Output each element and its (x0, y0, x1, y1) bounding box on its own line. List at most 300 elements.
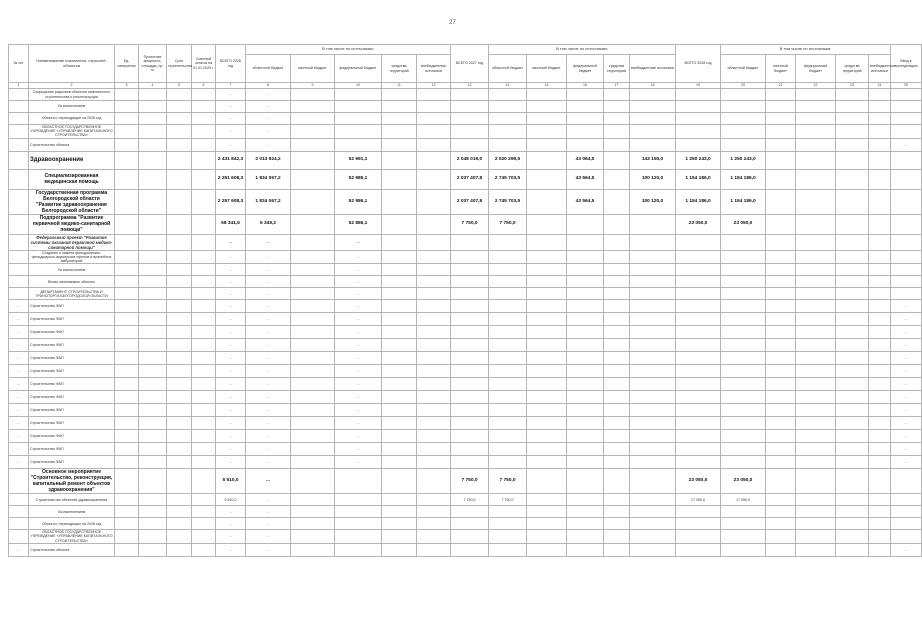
empty-cell (527, 214, 567, 234)
value-cell (567, 234, 604, 250)
row-number-cell (9, 169, 29, 189)
empty-cell (869, 169, 891, 189)
value-cell (721, 430, 766, 443)
row-name-cell: Строительство ФАП (29, 326, 115, 339)
value-cell (451, 326, 489, 339)
value-cell (451, 264, 489, 276)
value-cell (489, 404, 527, 417)
empty-cell (382, 151, 417, 169)
table-row (9, 169, 922, 189)
empty-cell (766, 264, 796, 276)
empty-cell (796, 189, 836, 214)
value-cell: 23 050,0 (676, 469, 721, 494)
value-cell (721, 443, 766, 456)
empty-cell (869, 234, 891, 250)
value-cell (721, 288, 766, 300)
value-cell (489, 138, 527, 151)
row-number-cell: … (9, 300, 29, 313)
value-cell (676, 125, 721, 139)
empty-cell (869, 214, 891, 234)
empty-cell (382, 234, 417, 250)
empty-cell (139, 391, 167, 404)
row-name-cell: Строительство объекта (29, 138, 115, 151)
empty-cell (604, 378, 630, 391)
empty-cell (527, 339, 567, 352)
empty-cell (869, 125, 891, 139)
value-cell: … (216, 313, 246, 326)
value-cell (567, 89, 604, 101)
value-cell (630, 443, 676, 456)
empty-cell (766, 113, 796, 125)
value-cell (891, 214, 922, 234)
value-cell (489, 352, 527, 365)
value-cell (567, 264, 604, 276)
empty-cell (836, 189, 869, 214)
empty-cell (836, 543, 869, 556)
empty-cell (417, 113, 451, 125)
empty-cell (836, 89, 869, 101)
row-name-cell: За исключением (29, 264, 115, 276)
empty-cell (766, 430, 796, 443)
value-cell: … (246, 391, 291, 404)
value-cell (567, 417, 604, 430)
value-cell: … (246, 300, 291, 313)
value-cell: … (246, 404, 291, 417)
header-offbudget-2028: внебюджетные источники (869, 55, 891, 83)
value-cell (630, 101, 676, 113)
value-cell: 7 750,0 (489, 469, 527, 494)
empty-cell (167, 250, 192, 264)
empty-cell (115, 151, 139, 169)
value-cell (451, 430, 489, 443)
row-number-cell (9, 101, 29, 113)
value-cell (630, 430, 676, 443)
empty-cell (836, 443, 869, 456)
table-row (9, 313, 922, 326)
empty-cell (527, 518, 567, 530)
empty-cell (192, 339, 216, 352)
value-cell: … (246, 125, 291, 139)
value-cell: 2 020 299,5 (489, 151, 527, 169)
empty-cell (796, 300, 836, 313)
value-cell (676, 250, 721, 264)
empty-cell (527, 430, 567, 443)
empty-cell (836, 326, 869, 339)
row-name-cell: Строительство ФАП (29, 417, 115, 430)
value-cell (335, 543, 382, 556)
value-cell (567, 506, 604, 518)
empty-cell (604, 518, 630, 530)
empty-cell (417, 543, 451, 556)
empty-cell (796, 169, 836, 189)
row-number-cell (9, 214, 29, 234)
row-name-cell: Строительство ФАП (29, 456, 115, 469)
value-cell (721, 456, 766, 469)
table-row (9, 276, 922, 288)
value-cell (721, 339, 766, 352)
empty-cell (869, 113, 891, 125)
row-name-cell: Подпрограмма "Развитие первичной медико-санитарной помощи" (29, 214, 115, 234)
table-row (9, 518, 922, 530)
empty-cell (291, 300, 335, 313)
empty-cell (382, 113, 417, 125)
empty-cell (604, 288, 630, 300)
empty-cell (766, 469, 796, 494)
value-cell: … (335, 313, 382, 326)
empty-cell (766, 169, 796, 189)
empty-cell (417, 365, 451, 378)
empty-cell (167, 138, 192, 151)
empty-cell (139, 101, 167, 113)
empty-cell (417, 313, 451, 326)
table-row (9, 352, 922, 365)
value-cell (451, 352, 489, 365)
value-cell (335, 138, 382, 151)
investment-table (8, 44, 922, 557)
value-cell: … (216, 543, 246, 556)
empty-cell (796, 113, 836, 125)
header-col-duration: Срок строительства (167, 45, 192, 83)
value-cell (567, 276, 604, 288)
empty-cell (836, 530, 869, 544)
empty-cell (527, 313, 567, 326)
row-name-cell: ОБЛАСТНОЕ ГОСУДАРСТВЕННОЕ УЧРЕЖДЕНИЕ «УПРАВЛЕНИЕ КАПИТАЛЬНОГО СТРОИТЕЛЬСТВА» (30, 125, 113, 138)
header-offbudget-2026: внебюджетные источники (417, 55, 451, 83)
value-cell (567, 530, 604, 544)
empty-cell (796, 138, 836, 151)
value-cell: 2 257 608,3 (216, 189, 246, 214)
table-row (9, 404, 922, 417)
column-number-cell: 2 (29, 83, 115, 89)
empty-cell (796, 250, 836, 264)
value-cell (891, 234, 922, 250)
value-cell (891, 151, 922, 169)
value-cell (676, 352, 721, 365)
column-number-cell: 9 (291, 83, 335, 89)
value-cell (567, 214, 604, 234)
empty-cell (192, 250, 216, 264)
value-cell (721, 543, 766, 556)
row-name-cell: ОБЛАСТНОЕ ГОСУДАРСТВЕННОЕ УЧРЕЖДЕНИЕ «УПРАВЛЕНИЕ КАПИТАЛЬНОГО СТРОИТЕЛЬСТВА» (30, 530, 113, 543)
empty-cell (869, 264, 891, 276)
value-cell: 1 154 186,0 (676, 189, 721, 214)
empty-cell (291, 288, 335, 300)
page-number: 27 (449, 20, 456, 26)
empty-cell (604, 365, 630, 378)
empty-cell (604, 234, 630, 250)
empty-cell (382, 352, 417, 365)
value-cell (567, 113, 604, 125)
value-cell: 1 834 067,2 (246, 169, 291, 189)
empty-cell (291, 189, 335, 214)
empty-cell (796, 313, 836, 326)
value-cell (567, 430, 604, 443)
row-number-cell: … (9, 417, 29, 430)
value-cell: 23 050,0 (721, 214, 766, 234)
value-cell (451, 300, 489, 313)
empty-cell (796, 151, 836, 169)
empty-cell (527, 264, 567, 276)
column-number-cell: 4 (139, 83, 167, 89)
empty-cell (139, 300, 167, 313)
header-col-name: Наименование показателя, отраслей, объектов (29, 45, 115, 83)
empty-cell (604, 469, 630, 494)
value-cell: … (246, 417, 291, 430)
value-cell (721, 352, 766, 365)
value-cell: … (891, 443, 922, 456)
value-cell (451, 288, 489, 300)
row-name-cell: Строительство ФАП (29, 378, 115, 391)
value-cell: … (216, 138, 246, 151)
value-cell: … (246, 234, 291, 250)
empty-cell (796, 378, 836, 391)
empty-cell (796, 404, 836, 417)
value-cell (489, 288, 527, 300)
table-row (9, 378, 922, 391)
value-cell (489, 543, 527, 556)
value-cell (676, 339, 721, 352)
empty-cell (604, 494, 630, 506)
empty-cell (115, 89, 139, 101)
value-cell (891, 530, 922, 544)
row-number-cell: … (9, 443, 29, 456)
value-cell: … (335, 430, 382, 443)
value-cell (335, 101, 382, 113)
value-cell (721, 125, 766, 139)
value-cell (721, 113, 766, 125)
empty-cell (167, 530, 192, 544)
empty-cell (139, 138, 167, 151)
value-cell: … (891, 313, 922, 326)
value-cell (567, 469, 604, 494)
value-cell: 52 986,1 (335, 169, 382, 189)
empty-cell (527, 543, 567, 556)
value-cell (489, 264, 527, 276)
value-cell: … (216, 365, 246, 378)
value-cell: … (216, 113, 246, 125)
empty-cell (192, 352, 216, 365)
row-number-cell (9, 276, 29, 288)
value-cell (567, 101, 604, 113)
value-cell: … (216, 326, 246, 339)
value-cell: … (216, 443, 246, 456)
empty-cell (766, 443, 796, 456)
empty-cell (291, 89, 335, 101)
value-cell (676, 391, 721, 404)
empty-cell (836, 125, 869, 139)
row-number-cell: … (9, 352, 29, 365)
value-cell: … (246, 543, 291, 556)
value-cell (676, 113, 721, 125)
value-cell (630, 113, 676, 125)
empty-cell (139, 543, 167, 556)
empty-cell (527, 189, 567, 214)
table-row (9, 89, 922, 101)
value-cell (891, 101, 922, 113)
empty-cell (766, 101, 796, 113)
column-number-cell: 22 (796, 83, 836, 89)
empty-cell (115, 506, 139, 518)
value-cell (721, 404, 766, 417)
empty-cell (291, 313, 335, 326)
empty-cell (836, 469, 869, 494)
value-cell (567, 456, 604, 469)
empty-cell (291, 365, 335, 378)
empty-cell (527, 404, 567, 417)
value-cell (891, 469, 922, 494)
empty-cell (115, 543, 139, 556)
empty-cell (382, 300, 417, 313)
empty-cell (836, 518, 869, 530)
empty-cell (291, 264, 335, 276)
column-number-cell: 21 (766, 83, 796, 89)
empty-cell (417, 189, 451, 214)
value-cell (676, 404, 721, 417)
header-regional-2028: областной бюджет (721, 55, 766, 83)
empty-cell (192, 313, 216, 326)
table-row (9, 101, 922, 113)
value-cell (451, 313, 489, 326)
empty-cell (382, 339, 417, 352)
empty-cell (836, 339, 869, 352)
empty-cell (604, 443, 630, 456)
empty-cell (382, 456, 417, 469)
table-row (9, 339, 922, 352)
empty-cell (417, 469, 451, 494)
value-cell (451, 404, 489, 417)
empty-cell (527, 125, 567, 139)
value-cell: … (246, 264, 291, 276)
value-cell (630, 417, 676, 430)
empty-cell (291, 113, 335, 125)
empty-cell (527, 417, 567, 430)
value-cell (721, 391, 766, 404)
empty-cell (869, 352, 891, 365)
empty-cell (604, 169, 630, 189)
empty-cell (417, 443, 451, 456)
value-cell: 7 750,0 (489, 214, 527, 234)
empty-cell (527, 113, 567, 125)
empty-cell (291, 214, 335, 234)
value-cell (567, 378, 604, 391)
value-cell (567, 125, 604, 139)
empty-cell (766, 234, 796, 250)
row-number-cell (9, 125, 29, 139)
empty-cell (115, 404, 139, 417)
value-cell (676, 326, 721, 339)
value-cell (891, 494, 922, 506)
value-cell (567, 391, 604, 404)
empty-cell (836, 234, 869, 250)
value-cell: … (246, 469, 291, 494)
empty-cell (382, 443, 417, 456)
value-cell (676, 300, 721, 313)
empty-cell (527, 494, 567, 506)
empty-cell (115, 276, 139, 288)
empty-cell (869, 151, 891, 169)
empty-cell (167, 456, 192, 469)
row-name-cell: Строительство ФАП (29, 404, 115, 417)
value-cell: … (891, 543, 922, 556)
value-cell (721, 300, 766, 313)
value-cell (891, 288, 922, 300)
empty-cell (869, 543, 891, 556)
empty-cell (869, 404, 891, 417)
value-cell (567, 339, 604, 352)
value-cell (721, 250, 766, 264)
row-name-cell: Объекты, переходящие на 2026 год (29, 113, 115, 125)
empty-cell (417, 89, 451, 101)
value-cell: … (246, 430, 291, 443)
empty-cell (766, 404, 796, 417)
header-col-capacity: Проектная мощность, площадь, пр. м (139, 45, 167, 83)
empty-cell (167, 189, 192, 214)
empty-cell (167, 417, 192, 430)
value-cell (489, 430, 527, 443)
value-cell: … (246, 494, 291, 506)
empty-cell (139, 250, 167, 264)
empty-cell (382, 469, 417, 494)
value-cell (567, 494, 604, 506)
empty-cell (766, 300, 796, 313)
empty-cell (192, 543, 216, 556)
empty-cell (796, 530, 836, 544)
empty-cell (291, 378, 335, 391)
value-cell (489, 300, 527, 313)
value-cell: … (216, 288, 246, 300)
empty-cell (115, 313, 139, 326)
empty-cell (139, 113, 167, 125)
value-cell (630, 276, 676, 288)
value-cell (630, 378, 676, 391)
empty-cell (604, 264, 630, 276)
row-number-cell: … (9, 391, 29, 404)
value-cell (335, 89, 382, 101)
empty-cell (167, 101, 192, 113)
empty-cell (527, 469, 567, 494)
header-federal-2028: федеральный бюджет (796, 55, 836, 83)
value-cell: 2 048 019,0 (451, 151, 489, 169)
table-row (9, 288, 922, 300)
empty-cell (192, 138, 216, 151)
empty-cell (836, 276, 869, 288)
empty-cell (115, 138, 139, 151)
empty-cell (527, 506, 567, 518)
empty-cell (291, 456, 335, 469)
value-cell: … (246, 443, 291, 456)
empty-cell (167, 300, 192, 313)
empty-cell (291, 430, 335, 443)
empty-cell (139, 214, 167, 234)
value-cell: … (335, 404, 382, 417)
value-cell: … (335, 276, 382, 288)
value-cell: … (246, 456, 291, 469)
empty-cell (382, 288, 417, 300)
empty-cell (417, 391, 451, 404)
empty-cell (139, 89, 167, 101)
value-cell (721, 276, 766, 288)
empty-cell (796, 391, 836, 404)
value-cell: … (216, 101, 246, 113)
value-cell (630, 264, 676, 276)
value-cell: 2 013 924,2 (246, 151, 291, 169)
empty-cell (417, 300, 451, 313)
empty-cell (192, 264, 216, 276)
column-number-cell: 7 (216, 83, 246, 89)
empty-cell (192, 365, 216, 378)
empty-cell (192, 443, 216, 456)
empty-cell (291, 506, 335, 518)
